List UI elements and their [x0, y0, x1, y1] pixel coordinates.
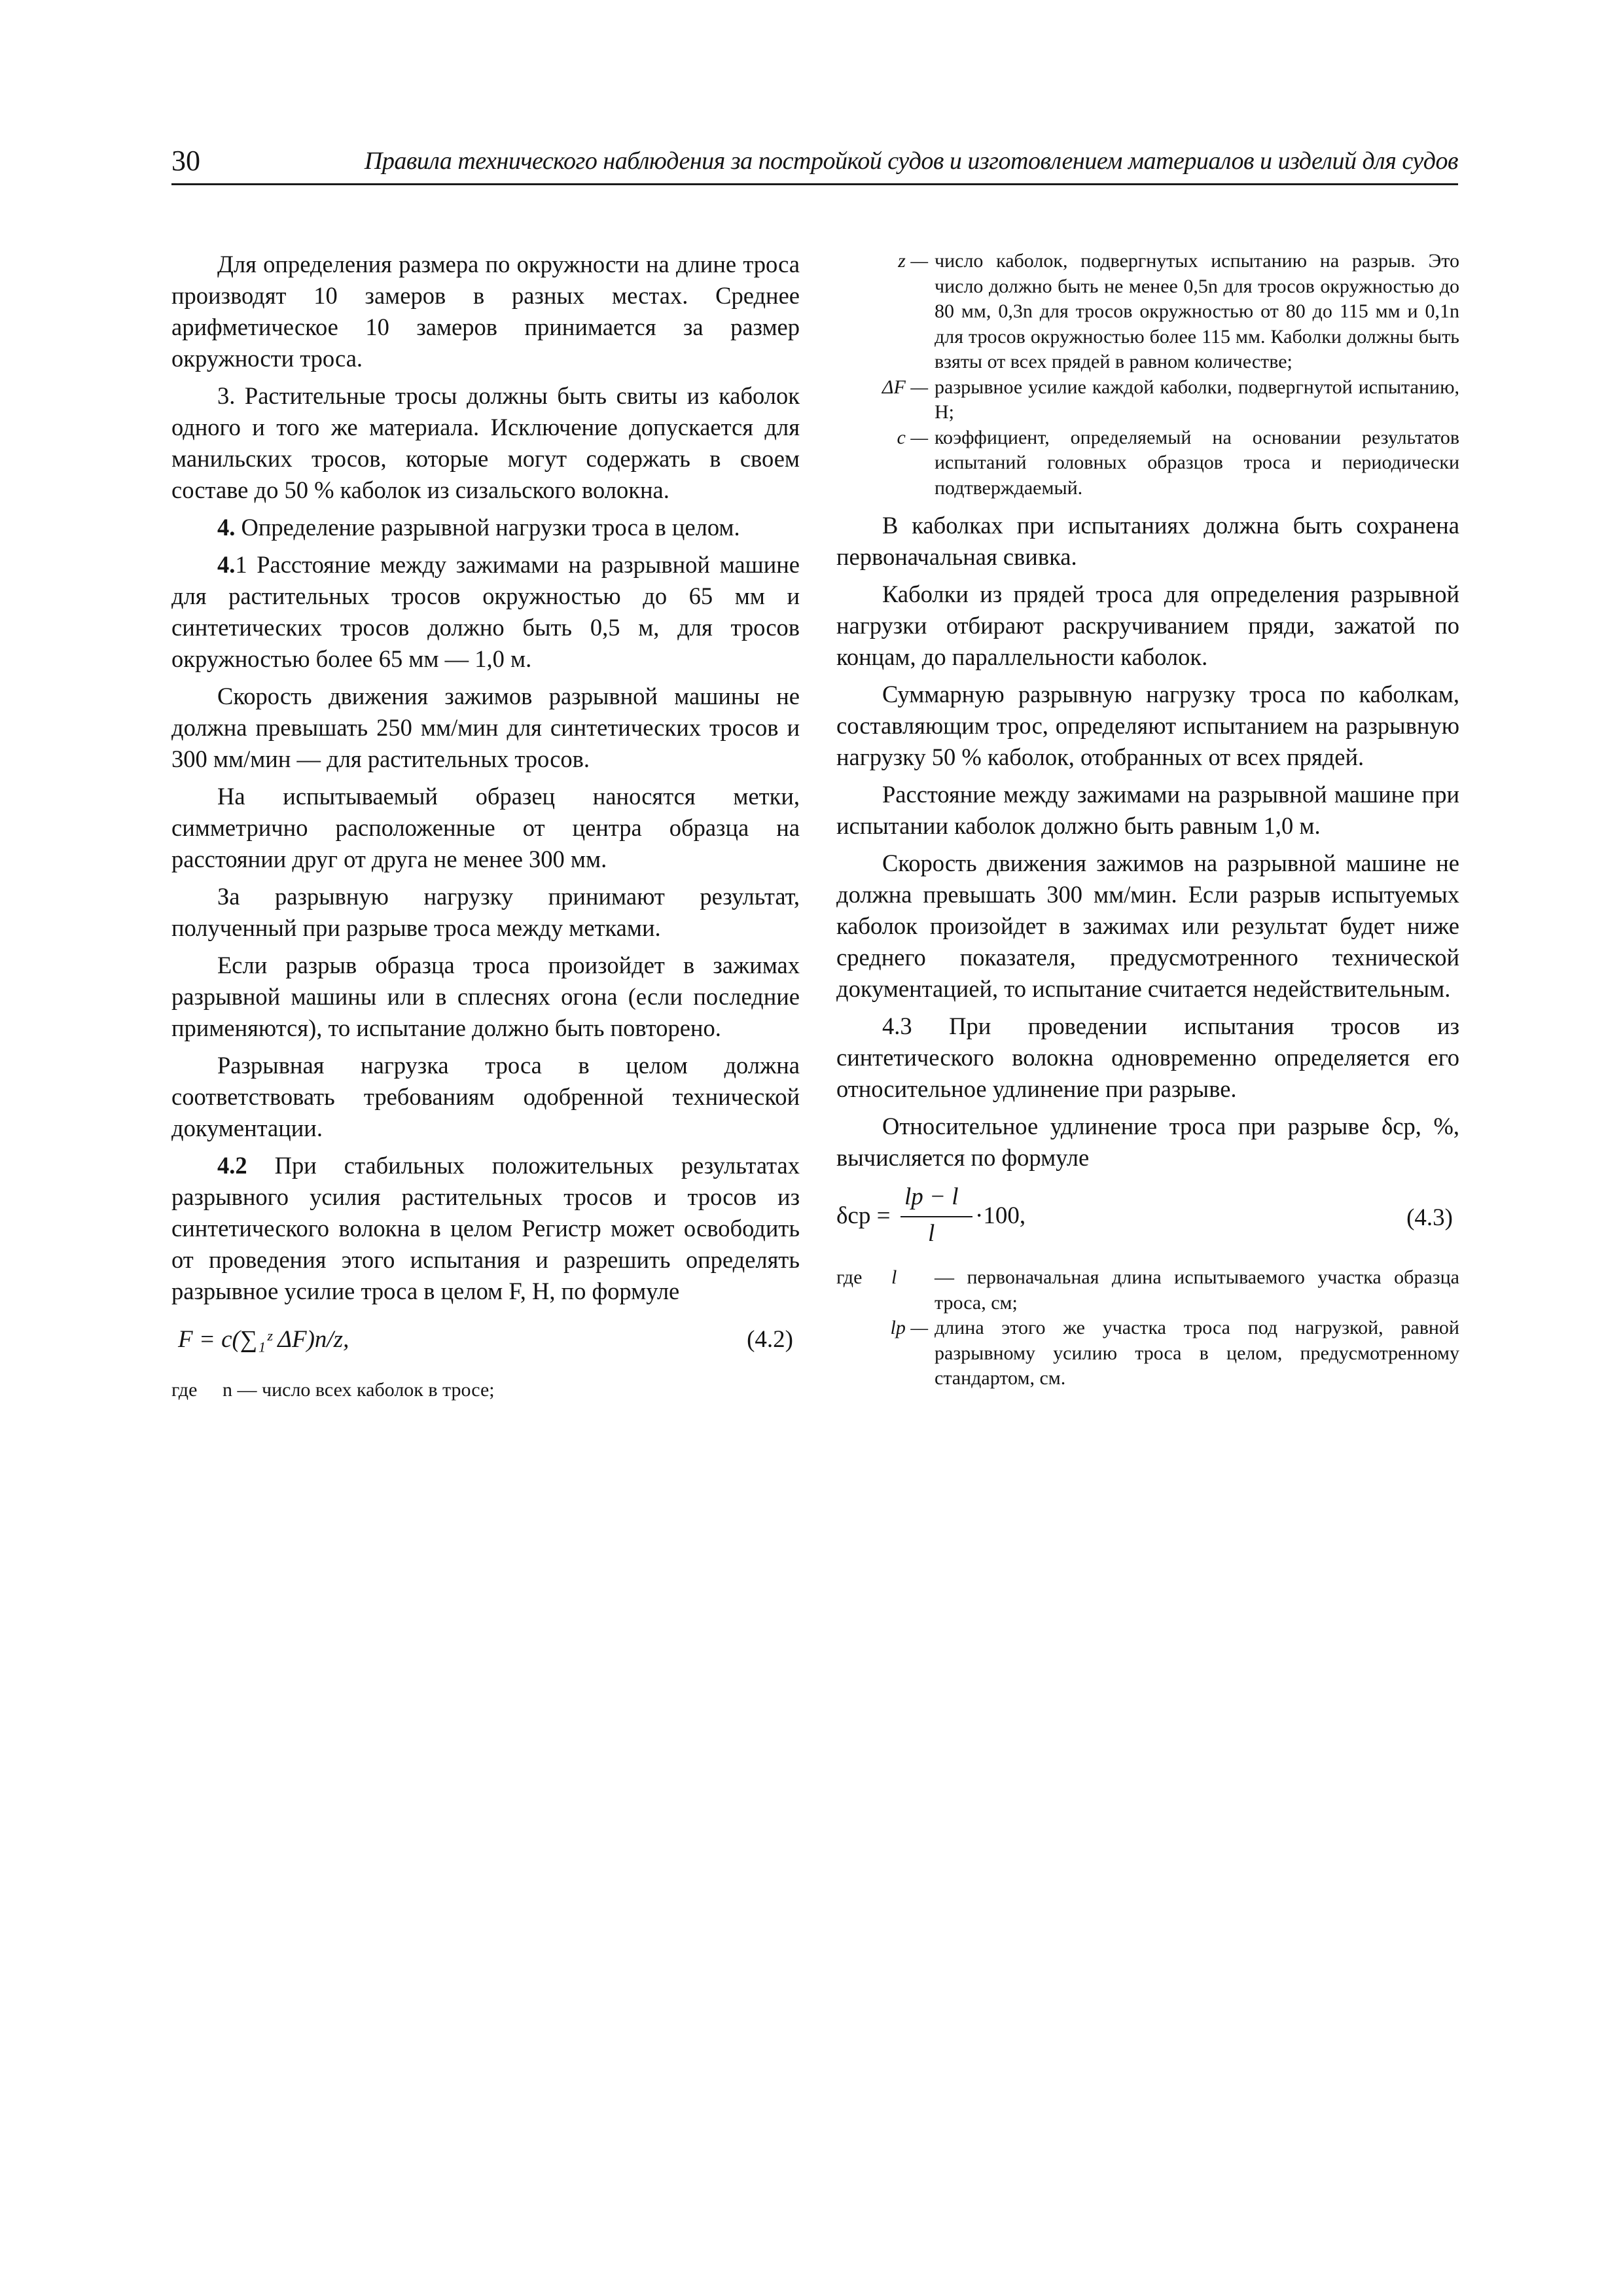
page-number: 30 [171, 145, 200, 177]
paragraph: Относительное удлинение троса при разрыве δср, %, вычисляется по формуле [836, 1113, 1459, 1171]
legend-text: число каболок, подвергнутых испытанию на разрыв. Это число должно быть не менее 0,5n для тросов окружностью до 80 мм, 0,3n для тросов окружностью от 80 до 115 мм и 0,1n для тросов окружностью более 115 мм. Каболки должны быть взяты от всех прядей в равном количестве; [935, 250, 1459, 372]
legend-item [836, 425, 1459, 501]
legend-item: n — число всех каболок в тросе; [223, 1379, 495, 1401]
formula-lhs: δср = [836, 1202, 891, 1229]
paragraph: Каболки из прядей троса для определения разрывной нагрузки отбирают раскручиванием пряди, зажатой по концам, до параллельности каболок. [836, 581, 1459, 670]
paragraph: Скорость движения зажимов разрывной машины не должна превышать 250 мм/мин для синтетических тросов и 300 мм/мин — для растительных тросов. [171, 683, 800, 772]
legend-item [836, 1316, 1459, 1391]
formula-expression [836, 1180, 1111, 1253]
legend-item [836, 1265, 1459, 1316]
paragraph [171, 1150, 800, 1307]
legend-symbol: ΔF — [882, 376, 928, 398]
where-label: где [171, 1379, 198, 1401]
paragraph [171, 549, 800, 675]
legend-symbol: z — [898, 250, 928, 272]
formula-number: (4.3) [1406, 1204, 1453, 1231]
paragraph: 4.3 При проведении испытания тросов из синтетического волокна одновременно определяется его относительное удлинение при разрыве. [836, 1013, 1459, 1102]
formula-number: (4.2) [747, 1326, 793, 1353]
paragraph: Если разрыв образца троса произойдет в зажимах разрывной машины или в сплеснях огона (если последние применяются), то испытание должно быть повторено. [171, 952, 800, 1041]
formula-legend [836, 1265, 1459, 1391]
formula-4-2 [171, 1314, 800, 1366]
formula-rest: ·100, [975, 1202, 1026, 1229]
paragraph: На испытываемый образец наносятся метки, симметрично расположенные от центра образца на расстоянии друг от друга не менее 300 мм. [171, 783, 800, 872]
legend-text: — первоначальная длина испытываемого участка образца троса, см; [935, 1266, 1459, 1314]
formula-legend [836, 249, 1459, 501]
paragraph: Скорость движения зажимов на разрывной машине не должна превышать 300 мм/мин. Если разрыв испытуемых каболок произойдет в зажимах или результат будет ниже среднего показателя, предусмотренного технической документацией, то испытание считается недействительным. [836, 850, 1459, 1002]
right-column [836, 249, 1459, 1391]
paragraph: Суммарную разрывную нагрузку троса по каболкам, составляющим трос, определяют испытанием на разрывную нагрузку 50 % каболок, отобранных от всех прядей. [836, 681, 1459, 770]
paragraph: Разрывная нагрузка троса в целом должна соответствовать требованиям одобренной технической документации. [171, 1052, 800, 1141]
legend-symbol: c — [897, 426, 928, 448]
paragraph: Расстояние между зажимами на разрывной машине при испытании каболок должно быть равным 1,0 м. [836, 781, 1459, 839]
legend-symbol: lp — [890, 1317, 928, 1338]
clause-text: 1 Расстояние между зажимами на разрывной машине для растительных тросов окружностью до 65 мм и синтетических тросов должно быть 0,5 м, для тросов окружностью более 65 мм — 1,0 м. [171, 551, 800, 672]
formula-legend [171, 1378, 800, 1403]
legend-text: разрывное усилие каждой каболки, подвергнутой испытанию, Н; [935, 376, 1459, 423]
section-number: 4. [217, 514, 236, 541]
left-column [171, 249, 800, 1403]
formula-expression: F = c(∑₁ᶻ ΔF)n/z, [178, 1326, 349, 1353]
running-header [171, 143, 1458, 185]
clause-number: 4.2 [217, 1152, 247, 1179]
section-heading [171, 512, 800, 543]
legend-item [836, 249, 1459, 375]
section-title: Определение разрывной нагрузки троса в целом. [235, 514, 740, 541]
paragraph: За разрывную нагрузку принимают результат, полученный при разрыве троса между метками. [171, 883, 800, 941]
formula-denominator: l [928, 1220, 935, 1247]
clause-text: При стабильных положительных результатах разрывного усилия растительных тросов и тросов из синтетического волокна в целом Регистр может освободить от проведения этого испытания и разрешить определять разрывное усилие троса в целом F, Н, по формуле [171, 1152, 800, 1304]
formula-numerator: lp − l [904, 1183, 959, 1210]
paragraph: Для определения размера по окружности на длине троса производят 10 замеров в разных местах. Среднее арифметическое 10 замеров принимается за размер окружности троса. [171, 251, 800, 372]
clause-number: 4. [217, 551, 236, 578]
legend-symbol: l [891, 1266, 897, 1288]
legend-item [836, 375, 1459, 425]
running-title: Правила технического наблюдения за постройкой судов и изготовлением материалов и изделий для судов [364, 147, 1458, 175]
where-label: где [836, 1266, 863, 1288]
legend-text: коэффициент, определяемый на основании результатов испытаний головных образцов троса и периодически подтверждаемый. [935, 426, 1459, 499]
fraction-bar [901, 1216, 972, 1217]
formula-4-3 [836, 1180, 1459, 1253]
paragraph: 3. Растительные тросы должны быть свиты из каболок одного и того же материала. Исключение допускается для манильских тросов, которые могут содержать в своем составе до 50 % каболок из сизальского волокна. [171, 382, 800, 503]
paragraph: В каболках при испытаниях должна быть сохранена первоначальная свивка. [836, 512, 1459, 570]
legend-text: длина этого же участка троса под нагрузкой, равной разрывному усилию троса в целом, предусмотренному стандартом, см. [935, 1317, 1459, 1389]
